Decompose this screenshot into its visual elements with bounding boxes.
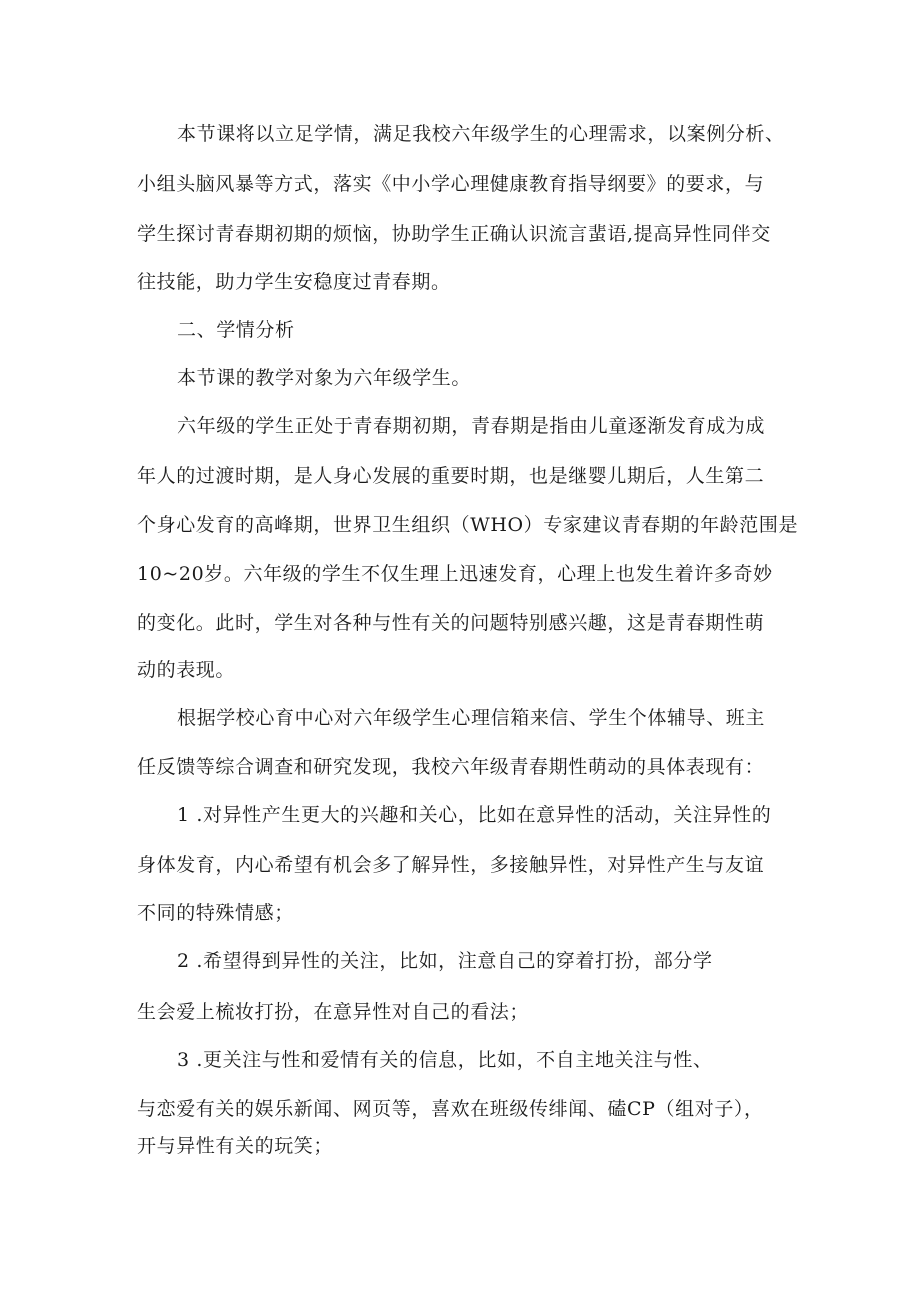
list-item-line: 生会爱上梳妆打扮，在意异性对自己的看法； (137, 1001, 530, 1023)
paragraph-line: 本节课的教学对象为六年级学生。 (177, 367, 472, 389)
list-item-line: 2 .希望得到异性的关注，比如，注意自己的穿着打扮，部分学 (177, 950, 713, 972)
list-item-line: 身体发育，内心希望有机会多了解异性，多接触异性，对异性产生与友谊 (137, 854, 765, 876)
paragraph-line: 本节课将以立足学情，满足我校六年级学生的心理需求，以案例分析、 (177, 123, 785, 145)
paragraph-line: 任反馈等综合调查和研究发现，我校六年级青春期性萌动的具体表现有： (137, 756, 765, 778)
paragraph-line: 学生探讨青春期初期的烦恼，协助学生正确认识流言蜚语,提高异性同伴交 (137, 223, 771, 245)
list-item-line: 3 .更关注与性和爱情有关的信息，比如，不自主地关注与性、 (177, 1049, 713, 1071)
paragraph-line: 往技能，助力学生安稳度过青春期。 (137, 271, 451, 293)
paragraph-line: 六年级的学生正处于青春期初期，青春期是指由儿童逐渐发育成为成 (177, 415, 766, 437)
paragraph-line: 年人的过渡时期，是人身心发展的重要时期，也是继婴儿期后，人生第二 (137, 465, 765, 487)
paragraph-line: 个身心发育的高峰期，世界卫生组织（WHO）专家建议青春期的年龄范围是 (137, 514, 799, 536)
list-item-line: 不同的特殊情感； (137, 902, 294, 924)
section-heading: 二、学情分析 (177, 319, 295, 341)
paragraph-line: 根据学校心育中心对六年级学生心理信箱来信、学生个体辅导、班主 (177, 707, 766, 729)
paragraph-line: 10~20岁。六年级的学生不仅生理上迅速发育，心理上也发生着许多奇妙 (137, 563, 773, 585)
paragraph-line: 小组头脑风暴等方式，落实《中小学心理健康教育指导纲要》的要求，与 (137, 173, 765, 195)
list-item-line: 与恋爱有关的娱乐新闻、网页等，喜欢在班级传绯闻、磕CP（组对子）， (137, 1098, 764, 1120)
list-item-line: 开与异性有关的玩笑； (137, 1135, 334, 1157)
paragraph-line: 的变化。此时，学生对各种与性有关的问题特别感兴趣，这是青春期性萌 (137, 612, 765, 634)
paragraph-line: 动的表现。 (137, 659, 236, 681)
list-item-line: 1 .对异性产生更大的兴趣和关心，比如在意异性的活动，关注异性的 (177, 804, 772, 826)
